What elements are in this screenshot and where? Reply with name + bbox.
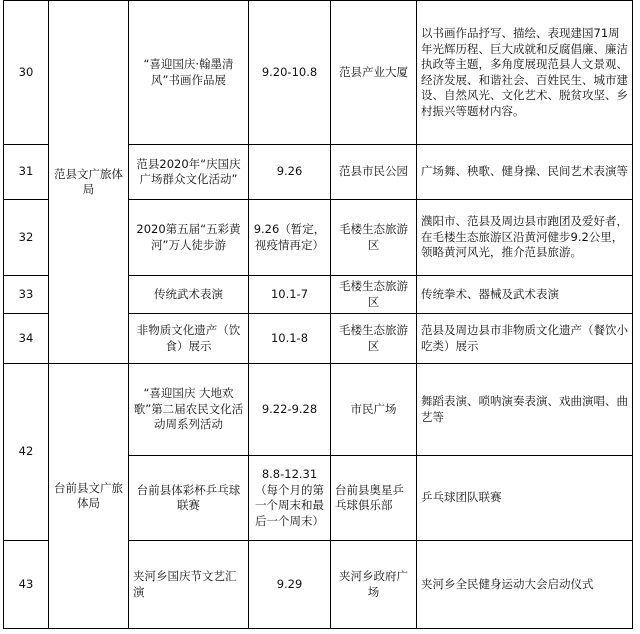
- activity-name: 范县2020年“庆国庆广场群众文化活动”: [129, 145, 249, 200]
- activity-content: 传统拳术、器械及武术表演: [417, 276, 633, 314]
- activity-content: 广场舞、秧歌、健身操、民间艺术表演等: [417, 145, 633, 200]
- activity-date: 9.26（暂定，视疫情再定）: [249, 200, 331, 276]
- row-number: 42: [4, 364, 49, 541]
- activity-date: 9.20-10.8: [249, 1, 331, 145]
- row-number: 30: [4, 1, 49, 145]
- row-number: 33: [4, 276, 49, 314]
- activity-place: 范县产业大厦: [331, 1, 417, 145]
- activity-content: 乒乓球团队联赛: [417, 456, 633, 541]
- activity-table: [3, 0, 633, 629]
- row-number: 43: [4, 541, 49, 629]
- table-row: [4, 364, 633, 456]
- activity-date: 9.29: [249, 541, 331, 629]
- row-number: 34: [4, 314, 49, 364]
- row-number: 31: [4, 145, 49, 200]
- activity-content: 以书画作品抒写、描绘、表现建国71周年光辉历程、巨大成就和反腐倡廉、廉洁执政等主题，多角度展现范县人文景观、经济发展、和谐社会、百姓民生、城市建设、自然风光、文化艺术、脱贫攻坚、乡村振兴等题材内容。: [417, 1, 633, 145]
- activity-date: 8.8-12.31（每个月的第一个周末和最后一个周末）: [249, 456, 331, 541]
- activity-name: 传统武术表演: [129, 276, 249, 314]
- activity-content: 范县及周边县市非物质文化遗产（餐饮小吃类）展示: [417, 314, 633, 364]
- activity-place: 毛楼生态旅游区: [331, 314, 417, 364]
- activity-place: 范县市民公园: [331, 145, 417, 200]
- row-number: 32: [4, 200, 49, 276]
- organizer-cell: 台前县文广旅体局: [49, 364, 129, 629]
- activity-name: 非物质文化遗产（饮食）展示: [129, 314, 249, 364]
- activity-content: 濮阳市、范县及周边县市跑团及爱好者，在毛楼生态旅游区沿黄河健步9.2公里，领略黄河风光，推介范县旅游。: [417, 200, 633, 276]
- activity-place: 毛楼生态旅游区: [331, 200, 417, 276]
- activity-name: 夹河乡国庆节文艺汇演: [129, 541, 249, 629]
- activity-place: 夹河乡政府广场: [331, 541, 417, 629]
- activity-date: 9.22-9.28: [249, 364, 331, 456]
- activity-place: 市民广场: [331, 364, 417, 456]
- activity-name: “喜迎国庆·翰墨清风”书画作品展: [129, 1, 249, 145]
- activity-name: 2020第五届“五彩黄河”万人徒步游: [129, 200, 249, 276]
- activity-name: “喜迎国庆 大地欢歌”第二届农民文化活动周系列活动: [129, 364, 249, 456]
- activity-content: 夹河乡全民健身运动大会启动仪式: [417, 541, 633, 629]
- activity-content: 舞蹈表演、唢呐演奏表演、戏曲演唱、曲艺等: [417, 364, 633, 456]
- activity-date: 9.26: [249, 145, 331, 200]
- activity-date: 10.1-7: [249, 276, 331, 314]
- activity-place: 台前县奥星乒乓球俱乐部: [331, 456, 417, 541]
- table-row: [4, 1, 633, 145]
- organizer-cell: 范县文广旅体局: [49, 1, 129, 364]
- activity-place: 毛楼生态旅游区: [331, 276, 417, 314]
- activity-date: 10.1-8: [249, 314, 331, 364]
- activity-name: 台前县体彩杯乒乓球联赛: [129, 456, 249, 541]
